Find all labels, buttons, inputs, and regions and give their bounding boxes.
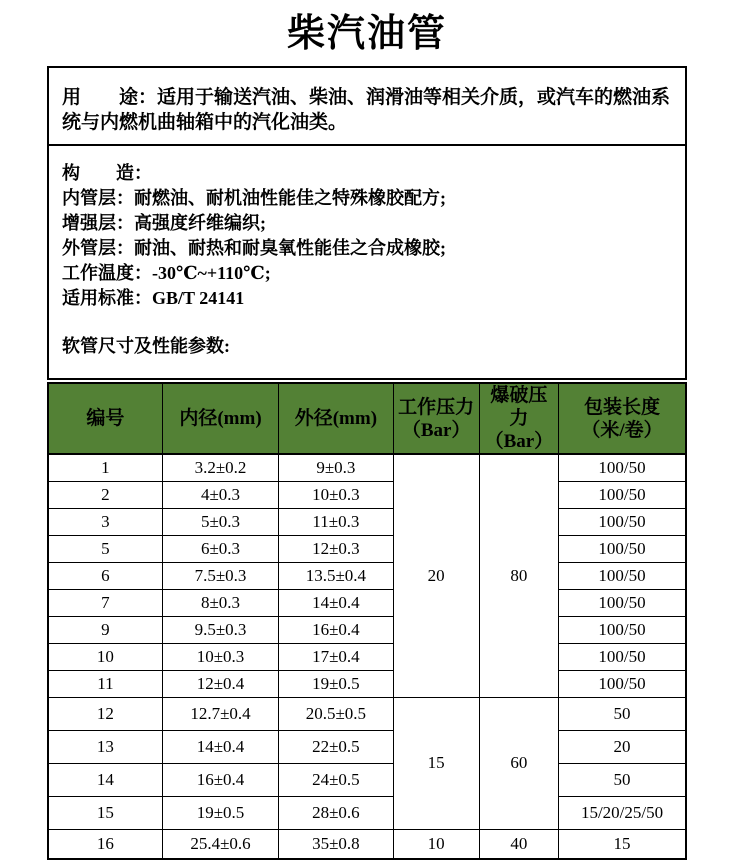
- cell-inner-diameter: 12±0.4: [162, 670, 278, 697]
- usage-section: [49, 68, 685, 146]
- cell-outer-diameter: 22±0.5: [279, 730, 393, 763]
- cell-inner-diameter: 9.5±0.3: [162, 616, 278, 643]
- header-cell-number: [48, 383, 162, 454]
- header-cell-outer-diameter: [279, 383, 393, 454]
- cell-packing-length: 15: [559, 829, 686, 859]
- construction-lines: [62, 161, 672, 311]
- cell-outer-diameter: 19±0.5: [279, 670, 393, 697]
- construction-line: 工作温度：-30℃~+110℃;: [62, 263, 271, 283]
- cell-outer-diameter: 11±0.3: [279, 508, 393, 535]
- page-title: 柴汽油管: [286, 13, 447, 55]
- cell-outer-diameter: 24±0.5: [279, 763, 393, 796]
- cell-outer-diameter: 28±0.6: [279, 796, 393, 829]
- construction-line: 增强层：高强度纤维编织;: [62, 213, 266, 233]
- header-line: 爆破压力: [490, 385, 548, 429]
- cell-number: 11: [48, 670, 162, 697]
- info-box: [47, 66, 687, 380]
- spec-table-body: [48, 454, 686, 859]
- spec-row: [48, 670, 686, 697]
- spec-row: [48, 508, 686, 535]
- cell-packing-length: 100/50: [559, 670, 686, 697]
- spec-row: [48, 535, 686, 562]
- header-line: 工作压力: [398, 396, 475, 418]
- spec-row: [48, 763, 686, 796]
- spec-row: [48, 454, 686, 481]
- cell-packing-length: 15/20/25/50: [559, 796, 686, 829]
- cell-outer-diameter: 14±0.4: [279, 589, 393, 616]
- cell-work-pressure: 15: [393, 697, 479, 829]
- cell-number: 9: [48, 616, 162, 643]
- cell-number: 7: [48, 589, 162, 616]
- cell-number: 2: [48, 481, 162, 508]
- cell-inner-diameter: 14±0.4: [162, 730, 278, 763]
- cell-packing-length: 100/50: [559, 454, 686, 481]
- spec-row: [48, 481, 686, 508]
- cell-number: 14: [48, 763, 162, 796]
- header-line: 内径(mm): [179, 408, 262, 429]
- spec-table: [47, 382, 687, 860]
- construction-line: 构 造：: [62, 163, 152, 183]
- cell-burst-pressure: 40: [479, 829, 558, 859]
- construction-line: 适用标准：GB/T 24141: [62, 288, 245, 308]
- header-line: （Bar）: [484, 431, 554, 452]
- cell-number: 12: [48, 697, 162, 730]
- cell-inner-diameter: 12.7±0.4: [162, 697, 278, 730]
- cell-outer-diameter: 16±0.4: [279, 616, 393, 643]
- cell-inner-diameter: 6±0.3: [162, 535, 278, 562]
- cell-number: 3: [48, 508, 162, 535]
- cell-outer-diameter: 35±0.8: [279, 829, 393, 859]
- spec-row: [48, 562, 686, 589]
- cell-outer-diameter: 9±0.3: [279, 454, 393, 481]
- header-cell-work-pressure: [393, 383, 479, 454]
- cell-outer-diameter: 10±0.3: [279, 481, 393, 508]
- cell-outer-diameter: 12±0.3: [279, 535, 393, 562]
- spec-row: [48, 589, 686, 616]
- cell-work-pressure: 20: [393, 454, 479, 697]
- cell-packing-length: 100/50: [559, 481, 686, 508]
- cell-packing-length: 20: [559, 730, 686, 763]
- cell-inner-diameter: 4±0.3: [162, 481, 278, 508]
- header-line: 编号: [86, 408, 125, 429]
- document-page: [47, 2, 687, 860]
- cell-outer-diameter: 20.5±0.5: [279, 697, 393, 730]
- cell-burst-pressure: 80: [479, 454, 558, 697]
- cell-work-pressure: 10: [393, 829, 479, 859]
- cell-number: 6: [48, 562, 162, 589]
- cell-outer-diameter: 13.5±0.4: [279, 562, 393, 589]
- cell-inner-diameter: 10±0.3: [162, 643, 278, 670]
- cell-packing-length: 100/50: [559, 562, 686, 589]
- spec-row: [48, 697, 686, 730]
- cell-number: 16: [48, 829, 162, 859]
- construction-section: [49, 146, 685, 378]
- cell-packing-length: 100/50: [559, 535, 686, 562]
- spec-table-header-row: [48, 383, 686, 454]
- cell-packing-length: 100/50: [559, 589, 686, 616]
- spec-row: [48, 643, 686, 670]
- spec-table-head: [48, 383, 686, 454]
- cell-inner-diameter: 3.2±0.2: [162, 454, 278, 481]
- header-cell-inner-diameter: [162, 383, 278, 454]
- cell-packing-length: 100/50: [559, 616, 686, 643]
- usage-text: 用 途：适用于输送汽油、柴油、润滑油等相关介质，或汽车的燃油系统与内燃机曲轴箱中的汽化油类。: [62, 87, 671, 133]
- spec-row: [48, 829, 686, 859]
- cell-number: 1: [48, 454, 162, 481]
- header-line: （Bar）: [401, 419, 471, 441]
- header-cell-packing-length: [559, 383, 686, 454]
- construction-line: 外管层：耐油、耐热和耐臭氧性能佳之合成橡胶;: [62, 238, 446, 258]
- cell-inner-diameter: 8±0.3: [162, 589, 278, 616]
- header-line: （米/卷）: [581, 419, 663, 441]
- header-cell-burst-pressure: [479, 383, 558, 454]
- cell-number: 5: [48, 535, 162, 562]
- header-line: 包装长度: [584, 396, 661, 418]
- cell-inner-diameter: 25.4±0.6: [162, 829, 278, 859]
- cell-outer-diameter: 17±0.4: [279, 643, 393, 670]
- cell-number: 10: [48, 643, 162, 670]
- spec-row: [48, 730, 686, 763]
- cell-inner-diameter: 5±0.3: [162, 508, 278, 535]
- header-line: 外径(mm): [294, 408, 378, 429]
- cell-packing-length: 50: [559, 697, 686, 730]
- cell-inner-diameter: 19±0.5: [162, 796, 278, 829]
- cell-burst-pressure: 60: [479, 697, 558, 829]
- cell-packing-length: 100/50: [559, 643, 686, 670]
- spec-row: [48, 616, 686, 643]
- cell-inner-diameter: 7.5±0.3: [162, 562, 278, 589]
- construction-line: 内管层：耐燃油、耐机油性能佳之特殊橡胶配方;: [62, 188, 446, 208]
- spec-row: [48, 796, 686, 829]
- cell-packing-length: 50: [559, 763, 686, 796]
- cell-packing-length: 100/50: [559, 508, 686, 535]
- cell-inner-diameter: 16±0.4: [162, 763, 278, 796]
- cell-number: 13: [48, 730, 162, 763]
- table-caption: 软管尺寸及性能参数:: [62, 336, 230, 356]
- cell-number: 15: [48, 796, 162, 829]
